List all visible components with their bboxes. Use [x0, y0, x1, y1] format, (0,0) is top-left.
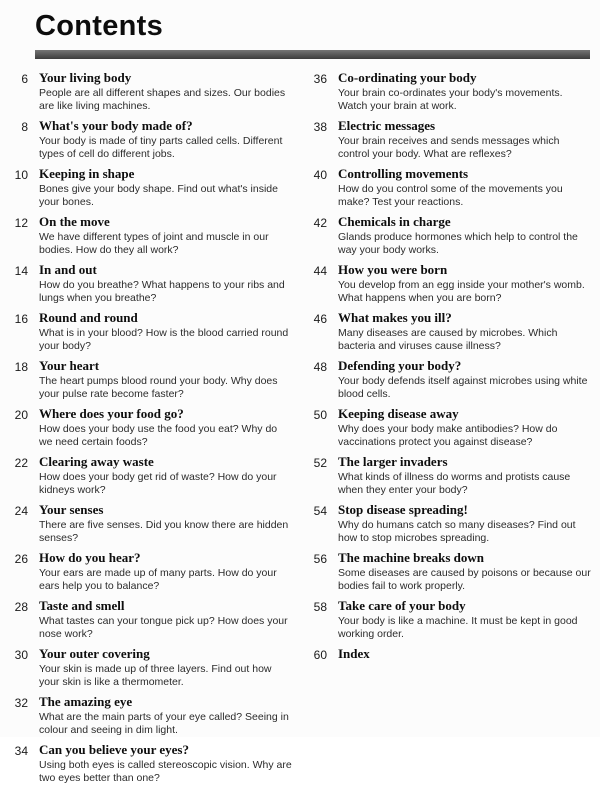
entry-body [338, 167, 592, 209]
entry-page-number: 60 [313, 647, 327, 662]
entry-description: How does your body get rid of waste? How do your kidneys work? [39, 470, 277, 496]
entry-title: Electric messages [338, 117, 436, 133]
entry-description: Your body defends itself against microbes using white blood cells. [338, 374, 588, 400]
entry-body [338, 215, 592, 257]
entry-body [338, 407, 592, 449]
toc-entry [311, 215, 592, 257]
entry-title: Where does your food go? [39, 405, 184, 421]
entry-description: How do you breathe? What happens to your ribs and lungs when you breathe? [39, 278, 285, 304]
entry-title: What makes you ill? [338, 309, 452, 325]
entry-page-number: 6 [21, 72, 28, 86]
entry-page-number: 40 [313, 167, 327, 182]
entry-title: How you were born [338, 261, 448, 277]
entry-page-number: 10 [14, 167, 28, 182]
entry-description: There are five senses. Did you know there are hidden senses? [39, 518, 289, 544]
entry-description: We have different types of joint and muscle in our bodies. How do they all work? [39, 230, 269, 256]
entry-description: Your skin is made up of three layers. Find out how your skin is like a thermometer. [39, 662, 272, 688]
entry-body [338, 647, 370, 662]
toc-entry [311, 359, 592, 401]
entry-body [39, 119, 293, 161]
entry-description: The heart pumps blood round your body. Why does your pulse rate become faster? [39, 374, 278, 400]
entry-description: What kinds of illness do worms and protists cause when they enter your body? [338, 470, 571, 496]
toc-entry [12, 647, 293, 689]
contents-columns [12, 71, 592, 791]
entry-page-number: 34 [14, 743, 28, 758]
entry-body [39, 215, 293, 257]
entry-body [338, 503, 592, 545]
toc-entry [12, 311, 293, 353]
entry-page-number: 56 [313, 551, 327, 566]
toc-entry [311, 551, 592, 593]
entry-page-number: 38 [313, 119, 327, 134]
entry-page-number: 14 [14, 263, 28, 278]
title-rule [35, 50, 590, 59]
entry-body [39, 599, 293, 641]
entry-page-number: 32 [14, 695, 28, 710]
toc-entry [12, 503, 293, 545]
entry-page-number: 20 [14, 407, 28, 422]
entry-title: Round and round [39, 309, 138, 325]
entry-description: Why do humans catch so many diseases? Find out how to stop microbes spreading. [338, 518, 576, 544]
entry-title: In and out [39, 261, 97, 277]
entry-body [39, 695, 293, 737]
entry-title: Co-ordinating your body [338, 70, 477, 85]
toc-entry [311, 455, 592, 497]
entry-description: Your brain co-ordinates your body's movements. Watch your brain at work. [338, 86, 563, 112]
entry-description: Some diseases are caused by poisons or because our bodies fail to work properly. [338, 566, 591, 592]
entry-title: Your living body [39, 70, 132, 85]
toc-entry [311, 311, 592, 353]
toc-entry [12, 743, 293, 785]
entry-page-number: 46 [313, 311, 327, 326]
entry-title: Chemicals in charge [338, 213, 451, 229]
entry-title: Stop disease spreading! [338, 501, 468, 517]
toc-entry [311, 167, 592, 209]
entry-title: Can you believe your eyes? [39, 741, 189, 757]
entry-body [39, 311, 293, 353]
toc-entry [311, 71, 592, 113]
entry-page-number: 18 [14, 359, 28, 374]
entry-description: Using both eyes is called stereoscopic vision. Why are two eyes better than one? [39, 758, 292, 784]
entry-body [39, 359, 293, 401]
entry-description: Your ears are made up of many parts. How do your ears help you to balance? [39, 566, 277, 592]
entry-page-number: 48 [313, 359, 327, 374]
entry-description: How do you control some of the movements you make? Test your reactions. [338, 182, 563, 208]
entry-page-number: 26 [14, 551, 28, 566]
entry-description: Your brain receives and sends messages which control your body. What are reflexes? [338, 134, 560, 160]
toc-entry [12, 695, 293, 737]
entry-page-number: 24 [14, 503, 28, 518]
entry-body [338, 119, 592, 161]
page-title: Contents [35, 10, 164, 42]
toc-entry [311, 263, 592, 305]
entry-title: How do you hear? [39, 549, 141, 565]
entry-page-number: 22 [14, 455, 28, 470]
entry-body [39, 407, 293, 449]
entry-title: Your heart [39, 357, 100, 373]
entry-description: You develop from an egg inside your mother's womb. What happens when you are born? [338, 278, 585, 304]
entry-description: What tastes can your tongue pick up? How does your nose work? [39, 614, 288, 640]
toc-entry [311, 599, 592, 641]
toc-entry [12, 71, 293, 113]
entry-body [338, 599, 592, 641]
entry-description: What are the main parts of your eye called? Seeing in colour and seeing in dim light. [39, 710, 289, 736]
entry-body [39, 167, 293, 209]
toc-entry [12, 359, 293, 401]
entry-description: Glands produce hormones which help to control the way your body works. [338, 230, 578, 256]
entry-title: Defending your body? [338, 357, 462, 373]
entry-page-number: 44 [313, 263, 327, 278]
entry-description: Your body is like a machine. It must be kept in good working order. [338, 614, 578, 640]
entry-page-number: 58 [313, 599, 327, 614]
toc-entry [311, 407, 592, 449]
entry-description: How does your body use the food you eat? Why do we need certain foods? [39, 422, 278, 448]
entry-description: Your body is made of tiny parts called cells. Different types of cell do different jobs. [39, 134, 283, 160]
entry-body [39, 551, 293, 593]
entry-body [39, 263, 293, 305]
entry-title: Your senses [39, 501, 104, 517]
entry-body [338, 311, 592, 353]
entry-title: Clearing away waste [39, 453, 154, 469]
entry-page-number: 54 [313, 503, 327, 518]
toc-entry [12, 119, 293, 161]
contents-column-left [12, 71, 293, 791]
contents-column-right [311, 71, 592, 791]
toc-entry [311, 119, 592, 161]
entry-title: Keeping in shape [39, 165, 135, 181]
entry-title: On the move [39, 213, 110, 229]
entry-title: Index [338, 645, 370, 661]
entry-body [338, 455, 592, 497]
entry-body [338, 263, 592, 305]
entry-description: People are all different shapes and sizes. Our bodies are like living machines. [39, 86, 286, 112]
entry-title: What's your body made of? [39, 117, 193, 133]
entry-title: Controlling movements [338, 165, 469, 181]
entry-page-number: 30 [14, 647, 28, 662]
toc-entry [311, 503, 592, 545]
entry-description: Why does your body make antibodies? How do vaccinations protect you against disease? [338, 422, 558, 448]
entry-title: Your outer covering [39, 645, 150, 661]
toc-entry [12, 455, 293, 497]
toc-entry [311, 647, 592, 662]
entry-body [338, 359, 592, 401]
entry-page-number: 36 [313, 72, 327, 86]
entry-description: What is in your blood? How is the blood carried round your body? [39, 326, 289, 352]
entry-title: Keeping disease away [338, 405, 459, 421]
entry-page-number: 8 [21, 119, 28, 134]
entry-description: Bones give your body shape. Find out what's inside your bones. [39, 182, 278, 208]
entry-title: Taste and smell [39, 597, 125, 613]
entry-title: The machine breaks down [338, 549, 485, 565]
entry-body [39, 503, 293, 545]
entry-body [39, 647, 293, 689]
entry-body [338, 71, 592, 113]
masthead [35, 10, 592, 43]
entry-body [338, 551, 592, 593]
toc-entry [12, 215, 293, 257]
entry-description: Many diseases are caused by microbes. Which bacteria and viruses cause illness? [338, 326, 558, 352]
entry-body [39, 71, 293, 113]
entry-page-number: 42 [313, 215, 327, 230]
entry-title: The amazing eye [39, 693, 133, 709]
entry-title: The larger invaders [338, 453, 448, 469]
toc-entry [12, 407, 293, 449]
toc-entry [12, 167, 293, 209]
entry-body [39, 455, 293, 497]
entry-page-number: 12 [14, 215, 28, 230]
toc-entry [12, 263, 293, 305]
toc-entry [12, 599, 293, 641]
entry-page-number: 50 [313, 407, 327, 422]
entry-page-number: 28 [14, 599, 28, 614]
entry-page-number: 16 [14, 311, 28, 326]
entry-title: Take care of your body [338, 597, 466, 613]
entry-page-number: 52 [313, 455, 327, 470]
entry-body [39, 743, 293, 785]
toc-entry [12, 551, 293, 593]
